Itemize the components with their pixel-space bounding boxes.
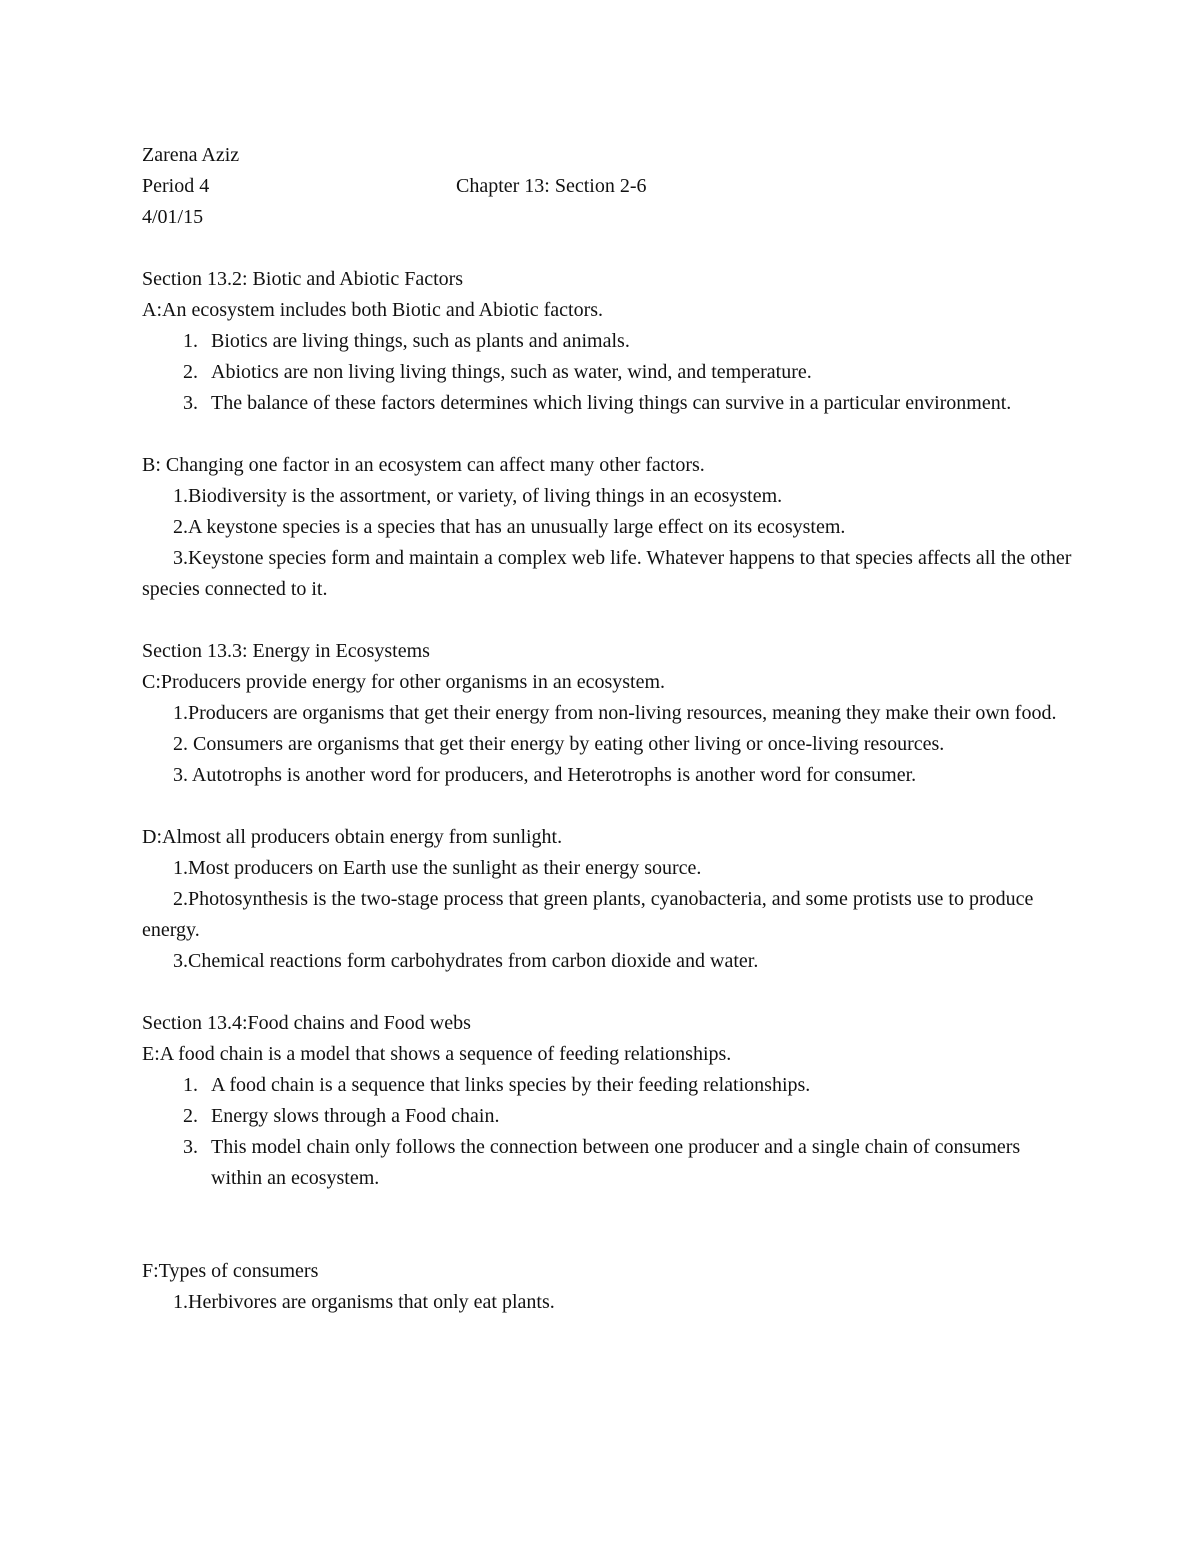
list-item: 3. Autotrophs is another word for producers, and Heterotrophs is another word for consumer. [173, 764, 917, 786]
list-item: 3. The balance of these factors determines which living things can survive in a particular environment. [183, 392, 1012, 414]
list-item: 2. Consumers are organisms that get their energy by eating other living or once-living resources. [173, 733, 945, 755]
list-item: 1.Producers are organisms that get their energy from non-living resources, meaning they make their own food. [173, 702, 1057, 724]
chapter-label: Chapter 13: Section 2-6 [456, 175, 647, 197]
outline-heading-e: E:A food chain is a model that shows a sequence of feeding relationships. [142, 1043, 732, 1065]
list-item: 3.Keystone species form and maintain a complex web life. Whatever happens to that species affects all the other species connected to it. [142, 547, 1072, 600]
outline-heading-c: C:Producers provide energy for other organisms in an ecosystem. [142, 671, 666, 693]
list-item: 2. Abiotics are non living living things, such as water, wind, and temperature. [183, 361, 812, 383]
list-item: 3. This model chain only follows the connection between one producer and a single chain of consumers within an ecosystem. [183, 1136, 1021, 1189]
outline-heading-b: B: Changing one factor in an ecosystem can affect many other factors. [142, 454, 705, 476]
student-name: Zarena Aziz [142, 144, 240, 166]
period-label: Period 4 [142, 175, 210, 197]
outline-heading-a: A:An ecosystem includes both Biotic and Abiotic factors. [142, 299, 604, 321]
date-label: 4/01/15 [142, 206, 204, 228]
section-title: Section 13.3: Energy in Ecosystems [142, 640, 430, 662]
section-title: Section 13.4:Food chains and Food webs [142, 1012, 471, 1034]
list-item: 1.Biodiversity is the assortment, or variety, of living things in an ecosystem. [173, 485, 783, 507]
list-item: 3.Chemical reactions form carbohydrates from carbon dioxide and water. [173, 950, 759, 972]
list-item: 2. Energy slows through a Food chain. [183, 1105, 500, 1127]
list-item: 1. Biotics are living things, such as plants and animals. [183, 330, 630, 352]
section-title: Section 13.2: Biotic and Abiotic Factors [142, 268, 464, 290]
header-row [142, 171, 1072, 202]
list-item: 1. A food chain is a sequence that links species by their feeding relationships. [183, 1074, 811, 1096]
list-item: 1.Most producers on Earth use the sunlight as their energy source. [173, 857, 702, 879]
document-page [142, 140, 1072, 1318]
outline-heading-d: D:Almost all producers obtain energy from sunlight. [142, 826, 563, 848]
outline-heading-f: F:Types of consumers [142, 1260, 319, 1282]
list-item: 2.Photosynthesis is the two-stage process that green plants, cyanobacteria, and some protists use to produce energy. [142, 888, 1034, 941]
list-item: 1.Herbivores are organisms that only eat plants. [173, 1291, 555, 1313]
list-item: 2.A keystone species is a species that has an unusually large effect on its ecosystem. [173, 516, 846, 538]
